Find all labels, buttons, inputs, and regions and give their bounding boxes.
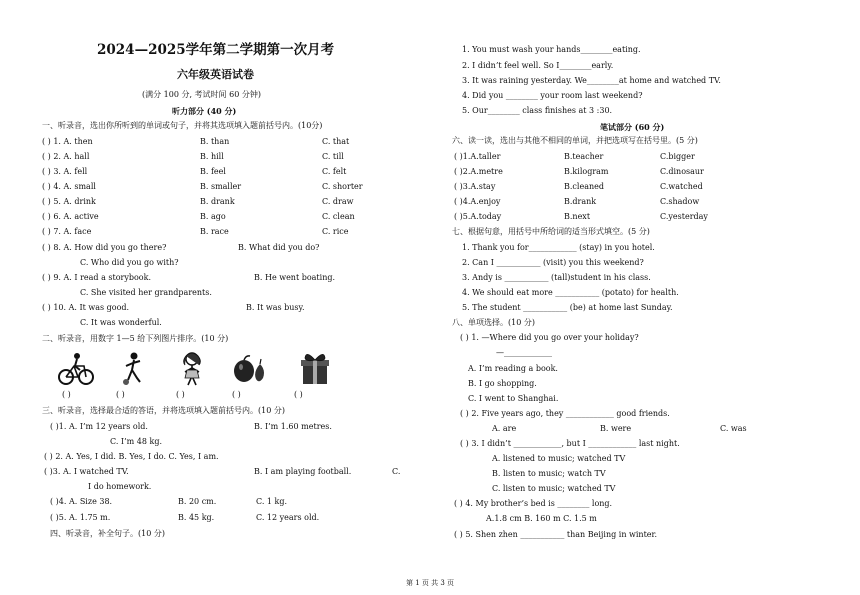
s1-q8-b: B. What did you do? [238, 243, 320, 252]
s3-q5-a: ( )5. A. 1.75 m. [50, 513, 111, 522]
s1-q5-c: C. draw [322, 197, 354, 206]
picture-blank-2[interactable]: ( ) [116, 390, 125, 399]
s1-q3-c: C. felt [322, 167, 347, 176]
section3-heading: 三、听录音，选择最合适的答语，并将选项填入题前括号内。(10 分) [42, 406, 285, 415]
section1-heading: 一、听录音，选出你所听到的单词或句子，并将其选项填入题前括号内。(10分) [42, 121, 323, 130]
s3-q3-a: ( )3. A. I watched TV. [44, 467, 129, 476]
s3-q3-c-text: I do homework. [88, 482, 152, 491]
girl-icon [178, 352, 206, 386]
section8-heading: 八、单项选择。(10 分) [452, 318, 535, 327]
s4-line-5: 5. Our________ class finishes at 3 :30. [462, 106, 613, 115]
exam-title: 2024—2025学年第二学期第一次月考 [97, 42, 335, 58]
s1-q4: ( ) 4. A. small [42, 182, 96, 191]
s3-q5-c: C. 12 years old. [256, 513, 320, 522]
s8-q1-a: A. I’m reading a book. [468, 364, 558, 373]
s1-q2-c: C. till [322, 152, 344, 161]
s1-q6-b: B. ago [200, 212, 226, 221]
football-player-icon [120, 352, 146, 386]
picture-blank-4[interactable]: ( ) [232, 390, 241, 399]
s1-q7-c: C. rice [322, 227, 349, 236]
s1-q4-b: B. smaller [200, 182, 242, 191]
written-heading: 笔试部分 (60 分) [600, 122, 665, 132]
s6-q3-c: C.watched [660, 182, 703, 191]
s1-q10-a: ( ) 10. A. It was good. [42, 303, 130, 312]
s6-q5-a: ( )5.A.today [454, 212, 502, 221]
s1-q1-b: B. than [200, 137, 230, 146]
s8-q3: ( ) 3. I didn’t ____________, but I ____________ last night. [460, 439, 680, 448]
s8-q2-c: C. was [720, 424, 747, 433]
s6-q2-c: C.dinosaur [660, 167, 704, 176]
s3-q2: ( ) 2. A. Yes, I did. B. Yes, I do. C. Yes, I am. [44, 452, 219, 461]
s1-q3-b: B. feel [200, 167, 226, 176]
s1-q1-c: C. that [322, 137, 350, 146]
s1-q6-c: C. clean [322, 212, 355, 221]
s6-q4-a: ( )4.A.enjoy [454, 197, 501, 206]
s6-q5-c: C.yesterday [660, 212, 708, 221]
s3-q1-a: ( )1. A. I’m 12 years old. [50, 422, 148, 431]
s1-q5-b: B. drank [200, 197, 235, 206]
s3-q1-c: C. I’m 48 kg. [110, 437, 162, 446]
s3-q3-b: B. I am playing football. [254, 467, 352, 476]
picture-blank-1[interactable]: ( ) [62, 390, 71, 399]
s1-q7-b: B. race [200, 227, 229, 236]
s1-q4-c: C. shorter [322, 182, 363, 191]
listening-heading: 听力部分 (40 分) [172, 106, 237, 116]
s6-q3-a: ( )3.A.stay [454, 182, 496, 191]
s1-q8-a: ( ) 8. A. How did you go there? [42, 243, 167, 252]
s1-q6: ( ) 6. A. active [42, 212, 99, 221]
s8-q1-answer-line: —____________ [496, 348, 552, 357]
s3-q4-a: ( )4. A. Size 38. [50, 497, 113, 506]
s1-q2: ( ) 2. A. hall [42, 152, 90, 161]
s6-q1-c: C.bigger [660, 152, 695, 161]
s3-q1-b: B. I’m 1.60 metres. [254, 422, 332, 431]
s3-q4-c: C. 1 kg. [256, 497, 288, 506]
s7-line-2: 2. Can I ___________ (visit) you this weekend? [462, 258, 644, 267]
s6-q4-c: C.shadow [660, 197, 700, 206]
bicycle-icon [58, 352, 94, 386]
exam-subtitle: 六年级英语试卷 [177, 68, 254, 81]
s8-q3-a: A. listened to music; watched TV [492, 454, 626, 463]
s1-q8-c: C. Who did you go with? [80, 258, 179, 267]
s8-q3-c: C. listen to music; watched TV [492, 484, 616, 493]
s8-q4-options: A.1.8 cm B. 160 m C. 1.5 m [486, 514, 597, 523]
section4-heading: 四、听录音，补全句子。(10 分) [50, 529, 165, 538]
s8-q5: ( ) 5. Shen zhen ___________ than Beijing in winter. [454, 530, 658, 539]
s1-q9-c: C. She visited her grandparents. [80, 288, 212, 297]
s1-q9-a: ( ) 9. A. I read a storybook. [42, 273, 151, 282]
s6-q2-b: B.kilogram [564, 167, 609, 176]
s6-q4-b: B.drank [564, 197, 597, 206]
s7-line-3: 3. Andy is ___________ (tall)student in his class. [462, 273, 651, 282]
s8-q1-c: C. I went to Shanghai. [468, 394, 559, 403]
fruit-icon [232, 354, 268, 384]
picture-blank-3[interactable]: ( ) [176, 390, 185, 399]
s6-q5-b: B.next [564, 212, 591, 221]
s6-q1-b: B.teacher [564, 152, 604, 161]
s8-q2-b: B. were [600, 424, 632, 433]
s8-q2-a: A. are [492, 424, 517, 433]
s4-line-3: 3. It was raining yesterday. We________at home and watched TV. [462, 76, 721, 85]
s1-q9-b: B. He went boating. [254, 273, 336, 282]
s1-q5: ( ) 5. A. drink [42, 197, 96, 206]
s1-q1: ( ) 1. A. then [42, 137, 93, 146]
s3-q3-c: C. [392, 467, 401, 476]
section7-heading: 七、根据句意，用括号中所给词的适当形式填空。(5 分) [452, 227, 650, 236]
s4-line-1: 1. You must wash your hands________eating. [462, 45, 641, 54]
s4-line-4: 4. Did you ________ your room last weekend? [462, 91, 643, 100]
section2-heading: 二、听录音，用数字 1—5 给下列图片排序。(10 分) [42, 334, 229, 343]
s1-q10-b: B. It was busy. [246, 303, 305, 312]
s6-q3-b: B.cleaned [564, 182, 604, 191]
s8-q4: ( ) 4. My brother’s bed is ________ long. [454, 499, 613, 508]
gift-box-icon [298, 350, 332, 386]
s8-q1: ( ) 1. —Where did you go over your holiday? [460, 333, 639, 342]
s8-q1-b: B. I go shopping. [468, 379, 537, 388]
page-footer: 第 1 页 共 3 页 [405, 579, 455, 587]
s1-q7: ( ) 7. A. face [42, 227, 92, 236]
picture-blank-5[interactable]: ( ) [294, 390, 303, 399]
s7-line-5: 5. The student ___________ (be) at home last Sunday. [462, 303, 673, 312]
s3-q5-b: B. 45 kg. [178, 513, 215, 522]
s4-line-2: 2. I didn’t feel well. So I________early. [462, 61, 614, 70]
s8-q3-b: B. listen to music; watch TV [492, 469, 606, 478]
s8-q2: ( ) 2. Five years ago, they ____________ good friends. [460, 409, 670, 418]
exam-meta: (满分 100 分, 考试时间 60 分钟) [142, 90, 261, 99]
section6-heading: 六、读一读，选出与其他不相同的单词，并把选项写在括号里。(5 分) [452, 136, 698, 145]
s6-q2-a: ( )2.A.metre [454, 167, 503, 176]
s1-q10-c: C. It was wonderful. [80, 318, 162, 327]
s1-q2-b: B. hill [200, 152, 224, 161]
s6-q1-a: ( )1.A.taller [454, 152, 501, 161]
s7-line-1: 1. Thank you for____________ (stay) in you hotel. [462, 243, 655, 252]
s1-q3: ( ) 3. A. fell [42, 167, 88, 176]
s7-line-4: 4. We should eat more ___________ (potato) for health. [462, 288, 679, 297]
s3-q4-b: B. 20 cm. [178, 497, 217, 506]
